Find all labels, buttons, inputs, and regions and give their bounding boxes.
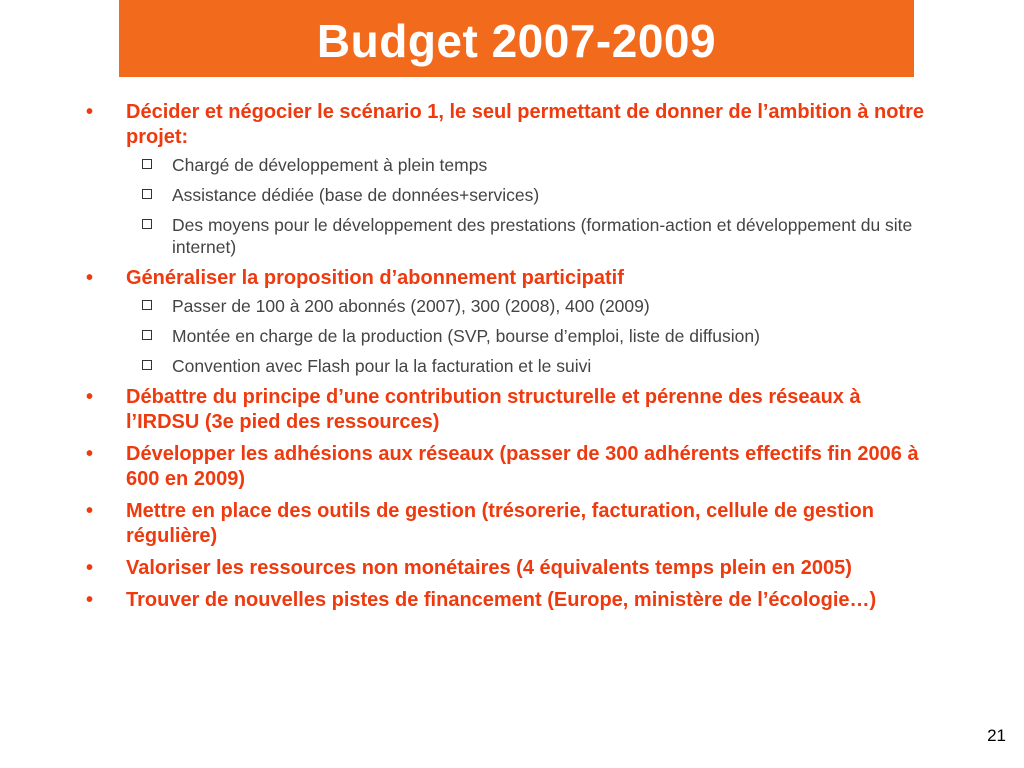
bullet-dot-icon: • [86,101,94,123]
bullet-list [84,100,934,613]
title-band [119,0,914,77]
square-bullet-icon [142,189,152,199]
bullet-dot-icon: • [86,500,94,522]
sub-bullet-text: Chargé de développement à plein temps [172,155,488,175]
sub-bullet-text: Montée en charge de la production (SVP, bourse d’emploi, liste de diffusion) [172,326,760,346]
bullet-dot-icon: • [86,386,94,408]
bullet-item [84,442,934,492]
sub-bullet-item [126,325,934,347]
bullet-dot-icon: • [86,557,94,579]
slide-content [84,100,934,620]
bullet-item [84,266,934,377]
sub-bullet-list [126,295,934,377]
bullet-dot-icon: • [86,267,94,289]
bullet-item [84,556,934,581]
sub-bullet-text: Des moyens pour le développement des prestations (formation-action et développement du site internet) [172,215,913,257]
square-bullet-icon [142,360,152,370]
square-bullet-icon [142,159,152,169]
bullet-text: Développer les adhésions aux réseaux (passer de 300 adhérents effectifs fin 2006 à 600 en 2009) [126,443,919,490]
sub-bullet-item [126,154,934,176]
slide-title: Budget 2007-2009 [316,14,717,67]
sub-bullet-item [126,214,934,258]
bullet-text: Mettre en place des outils de gestion (trésorerie, facturation, cellule de gestion régulière) [126,500,874,547]
bullet-item [84,499,934,549]
bullet-text: Valoriser les ressources non monétaires (4 équivalents temps plein en 2005) [126,557,852,579]
sub-bullet-item [126,355,934,377]
sub-bullet-text: Passer de 100 à 200 abonnés (2007), 300 (2008), 400 (2009) [172,296,650,316]
sub-bullet-item [126,184,934,206]
bullet-dot-icon: • [86,443,94,465]
slide-number: 21 [987,726,1006,745]
bullet-dot-icon: • [86,589,94,611]
bullet-text: Débattre du principe d’une contribution structurelle et pérenne des réseaux à l’IRDSU (3e pied des ressources) [126,386,861,433]
sub-bullet-list [126,154,934,258]
bullet-text: Généraliser la proposition d’abonnement participatif [126,267,624,289]
bullet-item [84,588,934,613]
square-bullet-icon [142,300,152,310]
bullet-item [84,385,934,435]
sub-bullet-text: Assistance dédiée (base de données+services) [172,185,540,205]
sub-bullet-item [126,295,934,317]
bullet-item [84,100,934,258]
sub-bullet-text: Convention avec Flash pour la la facturation et le suivi [172,356,592,376]
square-bullet-icon [142,219,152,229]
bullet-text: Trouver de nouvelles pistes de financement (Europe, ministère de l’écologie…) [126,589,877,611]
bullet-text: Décider et négocier le scénario 1, le seul permettant de donner de l’ambition à notre projet: [126,101,924,148]
square-bullet-icon [142,330,152,340]
